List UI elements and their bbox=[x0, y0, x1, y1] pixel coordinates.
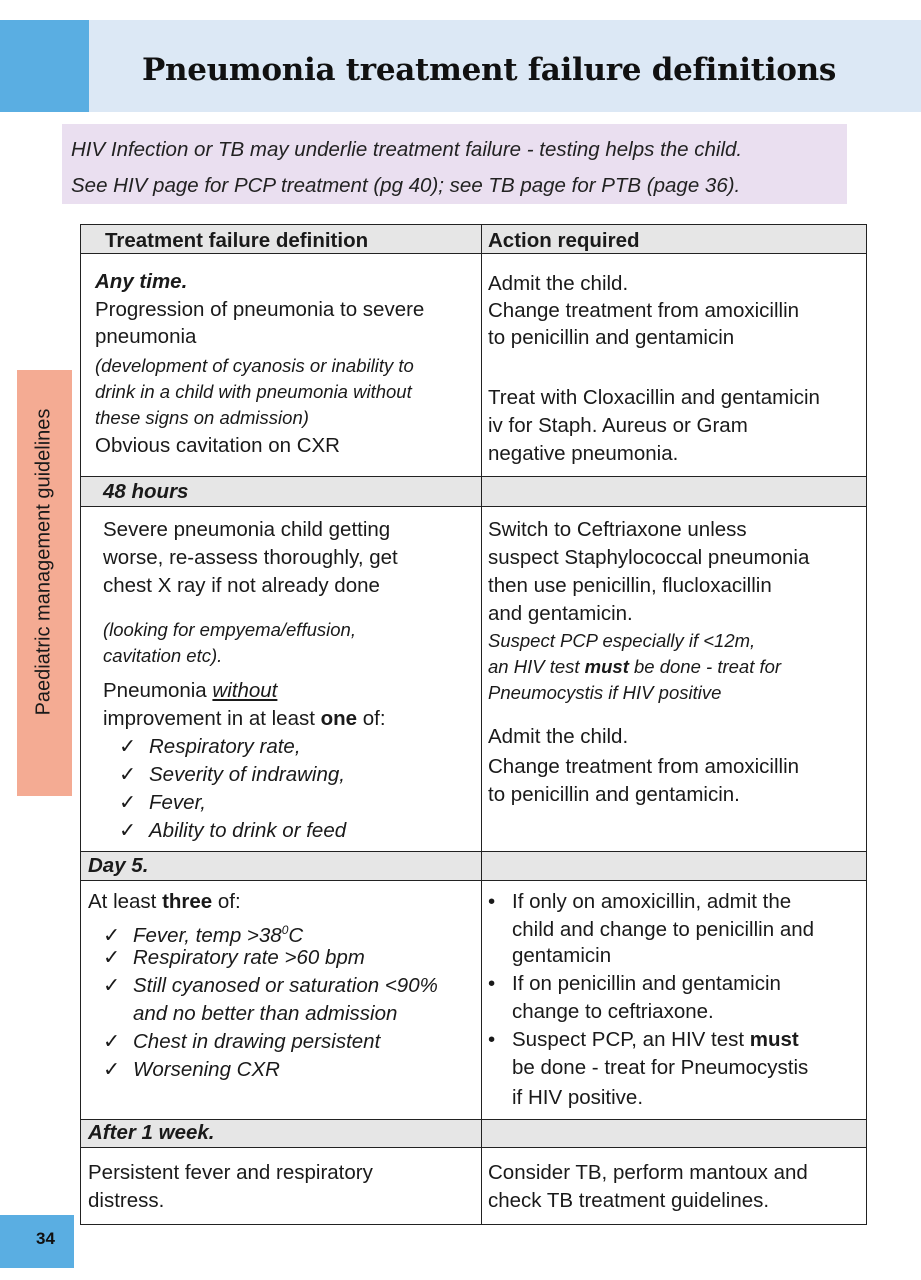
check-icon: ✓ bbox=[103, 1030, 121, 1053]
action-text: Change treatment from amoxicillin bbox=[488, 755, 800, 778]
bullet-icon: • bbox=[488, 1028, 496, 1051]
section-label-day-5: Day 5. bbox=[88, 854, 149, 877]
header-accent-square bbox=[0, 20, 89, 112]
check-item: ✓ Respiratory rate >60 bpm bbox=[103, 944, 365, 972]
action-text: iv for Staph. Aureus or Gram bbox=[488, 414, 748, 437]
definition-text: distress. bbox=[88, 1189, 165, 1212]
action-text: suspect Staphylococcal pneumonia bbox=[488, 546, 810, 569]
action-pcp-note: Suspect PCP especially if <12m, bbox=[488, 630, 756, 651]
check-item: ✓ Ability to drink or feed bbox=[119, 817, 346, 845]
note-line: See HIV page for PCP treatment (pg 40); see TB page for PTB (page 36). bbox=[71, 174, 741, 197]
definition-without-line: Pneumonia without bbox=[103, 679, 278, 702]
page-title: Pneumonia treatment failure definitions bbox=[142, 52, 836, 88]
action-bullet: • If on penicillin and gentamicin bbox=[488, 970, 781, 998]
bullet-icon: • bbox=[488, 890, 496, 913]
check-icon: ✓ bbox=[119, 735, 137, 758]
table-row-48-hours bbox=[81, 507, 866, 852]
header-action: Action required bbox=[488, 229, 640, 252]
definition-text: Severe pneumonia child getting bbox=[103, 518, 391, 541]
action-bullet-cont: child and change to penicillin and bbox=[512, 918, 815, 941]
table-section-row-day5 bbox=[81, 852, 866, 881]
action-bullet: • Suspect PCP, an HIV test must bbox=[488, 1026, 799, 1054]
table-row-after-1-week bbox=[81, 1148, 866, 1224]
section-label-after-1-week: After 1 week. bbox=[88, 1121, 215, 1144]
action-text: check TB treatment guidelines. bbox=[488, 1189, 770, 1212]
page-number: 34 bbox=[36, 1229, 55, 1248]
action-text: Consider TB, perform mantoux and bbox=[488, 1161, 808, 1184]
check-item: ✓ Severity of indrawing, bbox=[119, 761, 345, 789]
check-item: ✓ Respiratory rate, bbox=[119, 733, 301, 761]
definition-note: cavitation etc). bbox=[103, 645, 223, 666]
definition-text: pneumonia bbox=[95, 325, 197, 348]
check-item: ✓ Chest in drawing persistent bbox=[103, 1028, 380, 1056]
definition-note: these signs on admission) bbox=[95, 407, 309, 428]
check-icon: ✓ bbox=[119, 791, 137, 814]
page-number-tab bbox=[0, 1215, 74, 1268]
action-bullet-cont: be done - treat for Pneumocystis bbox=[512, 1056, 809, 1079]
hiv-tb-note bbox=[62, 124, 847, 204]
action-text: Admit the child. bbox=[488, 725, 629, 748]
definition-improvement-line: improvement in at least one of: bbox=[103, 707, 386, 730]
header-definition: Treatment failure definition bbox=[105, 229, 369, 252]
section-label-48-hours: 48 hours bbox=[103, 480, 189, 503]
definition-intro: At least three of: bbox=[88, 890, 241, 913]
action-text: Treat with Cloxacillin and gentamicin bbox=[488, 386, 820, 409]
check-item: ✓ Worsening CXR bbox=[103, 1056, 280, 1084]
check-item: ✓ Fever, temp $>38^0C$ bbox=[103, 916, 303, 950]
action-text: negative pneumonia. bbox=[488, 442, 679, 465]
table-row-any-time bbox=[81, 254, 866, 477]
action-text: to penicillin and gentamicin. bbox=[488, 783, 740, 806]
definition-text: worse, re-assess thoroughly, get bbox=[103, 546, 398, 569]
check-icon: ✓ bbox=[119, 819, 137, 842]
check-item: ✓ Still cyanosed or saturation <90% bbox=[103, 972, 438, 1000]
definition-note: (development of cyanosis or inability to bbox=[95, 355, 414, 376]
definition-text: Progression of pneumonia to severe bbox=[95, 298, 425, 321]
action-text: Change treatment from amoxicillin bbox=[488, 299, 800, 322]
action-bullet-cont: change to ceftriaxone. bbox=[512, 1000, 714, 1023]
definition-text: Obvious cavitation on CXR bbox=[95, 434, 340, 457]
action-bullet-cont: gentamicin bbox=[512, 944, 612, 967]
action-text: to penicillin and gentamicin bbox=[488, 326, 735, 349]
definition-text: Persistent fever and respiratory bbox=[88, 1161, 373, 1184]
action-bullet-cont: if HIV positive. bbox=[512, 1086, 644, 1109]
section-label-any-time: Any time. bbox=[95, 270, 188, 293]
table-row-day-5 bbox=[81, 881, 866, 1120]
side-section-label: Paediatric management guidelines bbox=[32, 408, 55, 716]
table-section-row-48h bbox=[81, 477, 866, 507]
action-bullet: • If only on amoxicillin, admit the bbox=[488, 888, 791, 916]
check-icon: ✓ bbox=[103, 946, 121, 969]
definition-note: drink in a child with pneumonia without bbox=[95, 381, 412, 402]
action-text: then use penicillin, flucloxacillin bbox=[488, 574, 772, 597]
note-line: HIV Infection or TB may underlie treatment failure - testing helps the child. bbox=[71, 138, 743, 161]
check-icon: ✓ bbox=[103, 1058, 121, 1081]
action-text: Admit the child. bbox=[488, 272, 629, 295]
action-text: and gentamicin. bbox=[488, 602, 633, 625]
check-item-continued: and no better than admission bbox=[133, 1002, 398, 1025]
check-icon: ✓ bbox=[119, 763, 137, 786]
definition-text: chest X ray if not already done bbox=[103, 574, 380, 597]
table-header-row bbox=[81, 225, 866, 254]
table-section-row-week1 bbox=[81, 1120, 866, 1148]
check-icon: ✓ bbox=[103, 923, 121, 947]
check-item: ✓ Fever, bbox=[119, 789, 206, 817]
action-pcp-note: an HIV test must be done - treat for bbox=[488, 656, 782, 677]
treatment-failure-table bbox=[80, 224, 867, 1225]
action-text: Switch to Ceftriaxone unless bbox=[488, 518, 747, 541]
action-pcp-note: Pneumocystis if HIV positive bbox=[488, 682, 722, 703]
definition-note: (looking for empyema/effusion, bbox=[103, 619, 356, 640]
bullet-icon: • bbox=[488, 972, 496, 995]
check-icon: ✓ bbox=[103, 974, 121, 997]
